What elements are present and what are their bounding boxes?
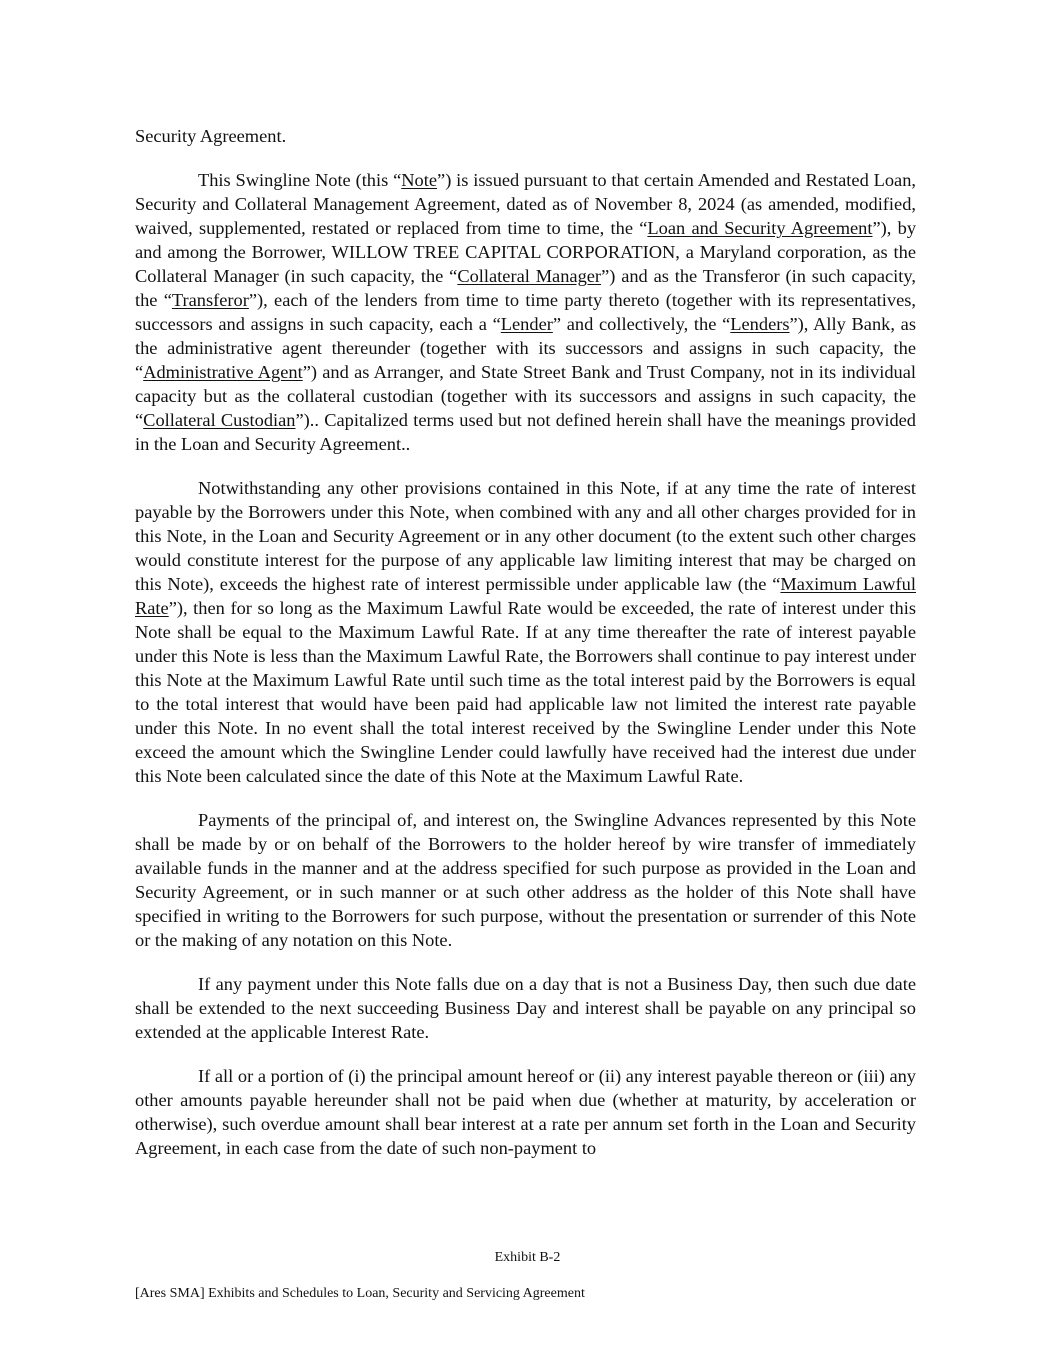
paragraph-continuation	[135, 124, 916, 148]
text-run: ”), Ally Bank, as the administrative agent thereunder (together with its successors and assigns in such capacity, the “	[135, 314, 916, 382]
paragraph-maximum-lawful-rate	[135, 476, 916, 788]
paragraph-text: Payments of the principal of, and interest on, the Swingline Advances represented by this Note shall be made by or on behalf of the Borrowers to the holder hereof by wire transfer of immediately available funds in the manner and at the address specified for such purpose as provided in the Loan and Security Agreement, or in such manner or at such other address as the holder of this Note shall have specified in writing to the Borrowers for such purpose, without the presentation or surrender of this Note or the making of any notation on this Note.	[135, 810, 916, 950]
defined-term-collateral-custodian: Collateral Custodian	[143, 410, 296, 430]
defined-term-maximum-lawful-rate: Maximum Lawful Rate	[135, 574, 916, 618]
defined-term-loan-and-security-agreement: Loan and Security Agreement	[647, 218, 873, 238]
text-run: ”) and as the Transferor (in such capacity, the “	[135, 266, 916, 310]
paragraph-payments	[135, 808, 916, 952]
text-run: This Swingline Note (this “	[198, 170, 402, 190]
text-run: ”), by and among the Borrower, WILLOW TREE CAPITAL CORPORATION, a Maryland corporation, as the Collateral Manager (in such capacity, the “	[135, 218, 917, 286]
defined-term-lender: Lender	[500, 314, 553, 334]
defined-term-transferor: Transferor	[171, 290, 249, 310]
paragraph-text: Security Agreement.	[135, 126, 287, 146]
text-run: ” and collectively, the “	[552, 314, 731, 334]
text-run: ”).. Capitalized terms used but not defined herein shall have the meanings provided in the Loan and Security Agreement..	[135, 410, 916, 454]
paragraph-business-day	[135, 972, 916, 1044]
paragraph-text: If all or a portion of (i) the principal amount hereof or (ii) any interest payable thereon or (iii) any other amounts payable hereunder shall not be paid when due (whether at maturity, by acceleration or otherwise), such overdue amount shall bear interest at a rate per annum set forth in the Loan and Security Agreement, in each case from the date of such non-payment to	[135, 1066, 916, 1158]
text-run: ”) is issued pursuant to that certain Amended and Restated Loan, Security and Collateral Management Agreement, dated as of November 8, 2024 (as amended, modified, waived, supplemented, restated or replaced from time to time, the “	[135, 170, 917, 238]
defined-term-note: Note	[401, 170, 438, 190]
defined-term-lenders: Lenders	[730, 314, 790, 334]
document-body	[135, 124, 916, 1180]
paragraph-text: If any payment under this Note falls due on a day that is not a Business Day, then such due date shall be extended to the next succeeding Business Day and interest shall be payable on any principal so extended at the applicable Interest Rate.	[135, 974, 916, 1042]
paragraph-swingline-note	[135, 168, 916, 456]
paragraph-overdue-amounts	[135, 1064, 916, 1160]
document-footer-label: [Ares SMA] Exhibits and Schedules to Loan, Security and Servicing Agreement	[135, 1286, 585, 1301]
defined-term-collateral-manager: Collateral Manager	[457, 266, 602, 286]
text-run: ”), each of the lenders from time to time party thereto (together with its representatives, successors and assigns in such capacity, each a “	[135, 290, 916, 334]
defined-term-administrative-agent: Administrative Agent	[143, 362, 303, 382]
text-run: Notwithstanding any other provisions contained in this Note, if at any time the rate of interest payable by the Borrowers under this Note, when combined with any and all other charges provided for in this Note, in the Loan and Security Agreement or in any other document (to the extent such other charges would constitute interest for the purpose of any applicable law limiting interest that may be charged on this Note), exceeds the highest rate of interest permissible under applicable law (the “	[135, 478, 916, 594]
page-number-label: Exhibit B-2	[494, 1250, 561, 1265]
text-run: ”) and as Arranger, and State Street Bank and Trust Company, not in its individual capacity but as the collateral custodian (together with its successors and assigns in such capacity, the “	[135, 362, 916, 430]
text-run: ”), then for so long as the Maximum Lawful Rate would be exceeded, the rate of interest under this Note shall be equal to the Maximum Lawful Rate. If at any time thereafter the rate of interest payable under this Note is less than the Maximum Lawful Rate, the Borrowers shall continue to pay interest under this Note at the Maximum Lawful Rate until such time as the total interest paid by the Borrowers is equal to the total interest that would have been paid had applicable law not limited the interest rate payable under this Note. In no event shall the total interest received by the Swingline Lender under this Note exceed the amount which the Swingline Lender could lawfully have received had the interest due under this Note been calculated since the date of this Note at the Maximum Lawful Rate.	[135, 598, 916, 786]
